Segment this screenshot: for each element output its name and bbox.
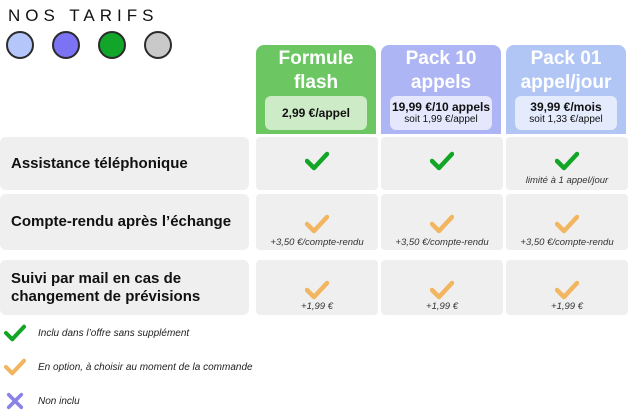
- cell-suivi-mail-pack10: [381, 260, 503, 315]
- legend-included: Inclu dans l’offre sans supplément: [4, 324, 189, 342]
- check-icon: [555, 280, 579, 300]
- cell-compte-rendu-pack01: [506, 194, 628, 250]
- cell-note: +1,99 €: [426, 301, 458, 312]
- cell-note: +3,50 €/compte-rendu: [395, 237, 489, 248]
- check-icon: [305, 214, 329, 234]
- row-label-suivi-mail: Suivi par mail en cas de changement de prévisions: [0, 260, 249, 315]
- page-title: NOS TARIFS: [8, 6, 159, 25]
- cell-assistance-pack10: [381, 137, 503, 190]
- cell-suivi-mail-pack01: [506, 260, 628, 315]
- cell-note: +1,99 €: [301, 301, 333, 312]
- check-icon: [555, 151, 579, 171]
- cell-suivi-mail-flash: [256, 260, 378, 315]
- plan-name: Formule flash: [278, 48, 354, 93]
- cell-note: +3,50 €/compte-rendu: [270, 237, 364, 248]
- legend-not-included: Non inclu: [4, 392, 80, 410]
- color-swatches: [6, 31, 172, 59]
- check-icon: [305, 151, 329, 171]
- swatch-gray[interactable]: [144, 31, 172, 59]
- legend-option: En option, à choisir au moment de la commande: [4, 358, 253, 376]
- check-icon: [555, 214, 579, 234]
- check-icon: [430, 214, 454, 234]
- cell-note: limité à 1 appel/jour: [525, 175, 609, 186]
- cell-assistance-flash: [256, 137, 378, 190]
- check-icon: [4, 324, 26, 342]
- plan-price-sub: soit 1,33 €/appel: [529, 114, 603, 125]
- cell-compte-rendu-flash: [256, 194, 378, 250]
- check-icon: [430, 151, 454, 171]
- row-label-compte-rendu: Compte-rendu après l’échange: [0, 194, 249, 250]
- plan-price: 39,99 €/mois: [530, 100, 602, 114]
- plan-name: Pack 01 appel/jour: [520, 48, 612, 93]
- plan-header-pack-10: [381, 45, 501, 134]
- cross-icon: [4, 392, 26, 410]
- swatch-light-blue[interactable]: [6, 31, 34, 59]
- cell-compte-rendu-pack10: [381, 194, 503, 250]
- cell-note: +3,50 €/compte-rendu: [520, 237, 614, 248]
- plan-price-sub: soit 1,99 €/appel: [404, 114, 478, 125]
- swatch-green[interactable]: [98, 31, 126, 59]
- check-icon: [4, 358, 26, 376]
- row-label-assistance: Assistance téléphonique: [0, 137, 249, 190]
- price-box: [515, 96, 617, 130]
- plan-price: 19,99 €/10 appels: [391, 100, 491, 114]
- cell-note: +1,99 €: [551, 301, 583, 312]
- plan-price: 2,99 €/appel: [281, 106, 351, 120]
- swatch-purple[interactable]: [52, 31, 80, 59]
- plan-name: Pack 10 appels: [405, 48, 477, 93]
- price-box: [265, 96, 367, 130]
- price-box: [390, 96, 492, 130]
- check-icon: [430, 280, 454, 300]
- check-icon: [305, 280, 329, 300]
- cell-assistance-pack01: [506, 137, 628, 190]
- plan-header-formule-flash: [256, 45, 376, 134]
- plan-header-pack-01: [506, 45, 626, 134]
